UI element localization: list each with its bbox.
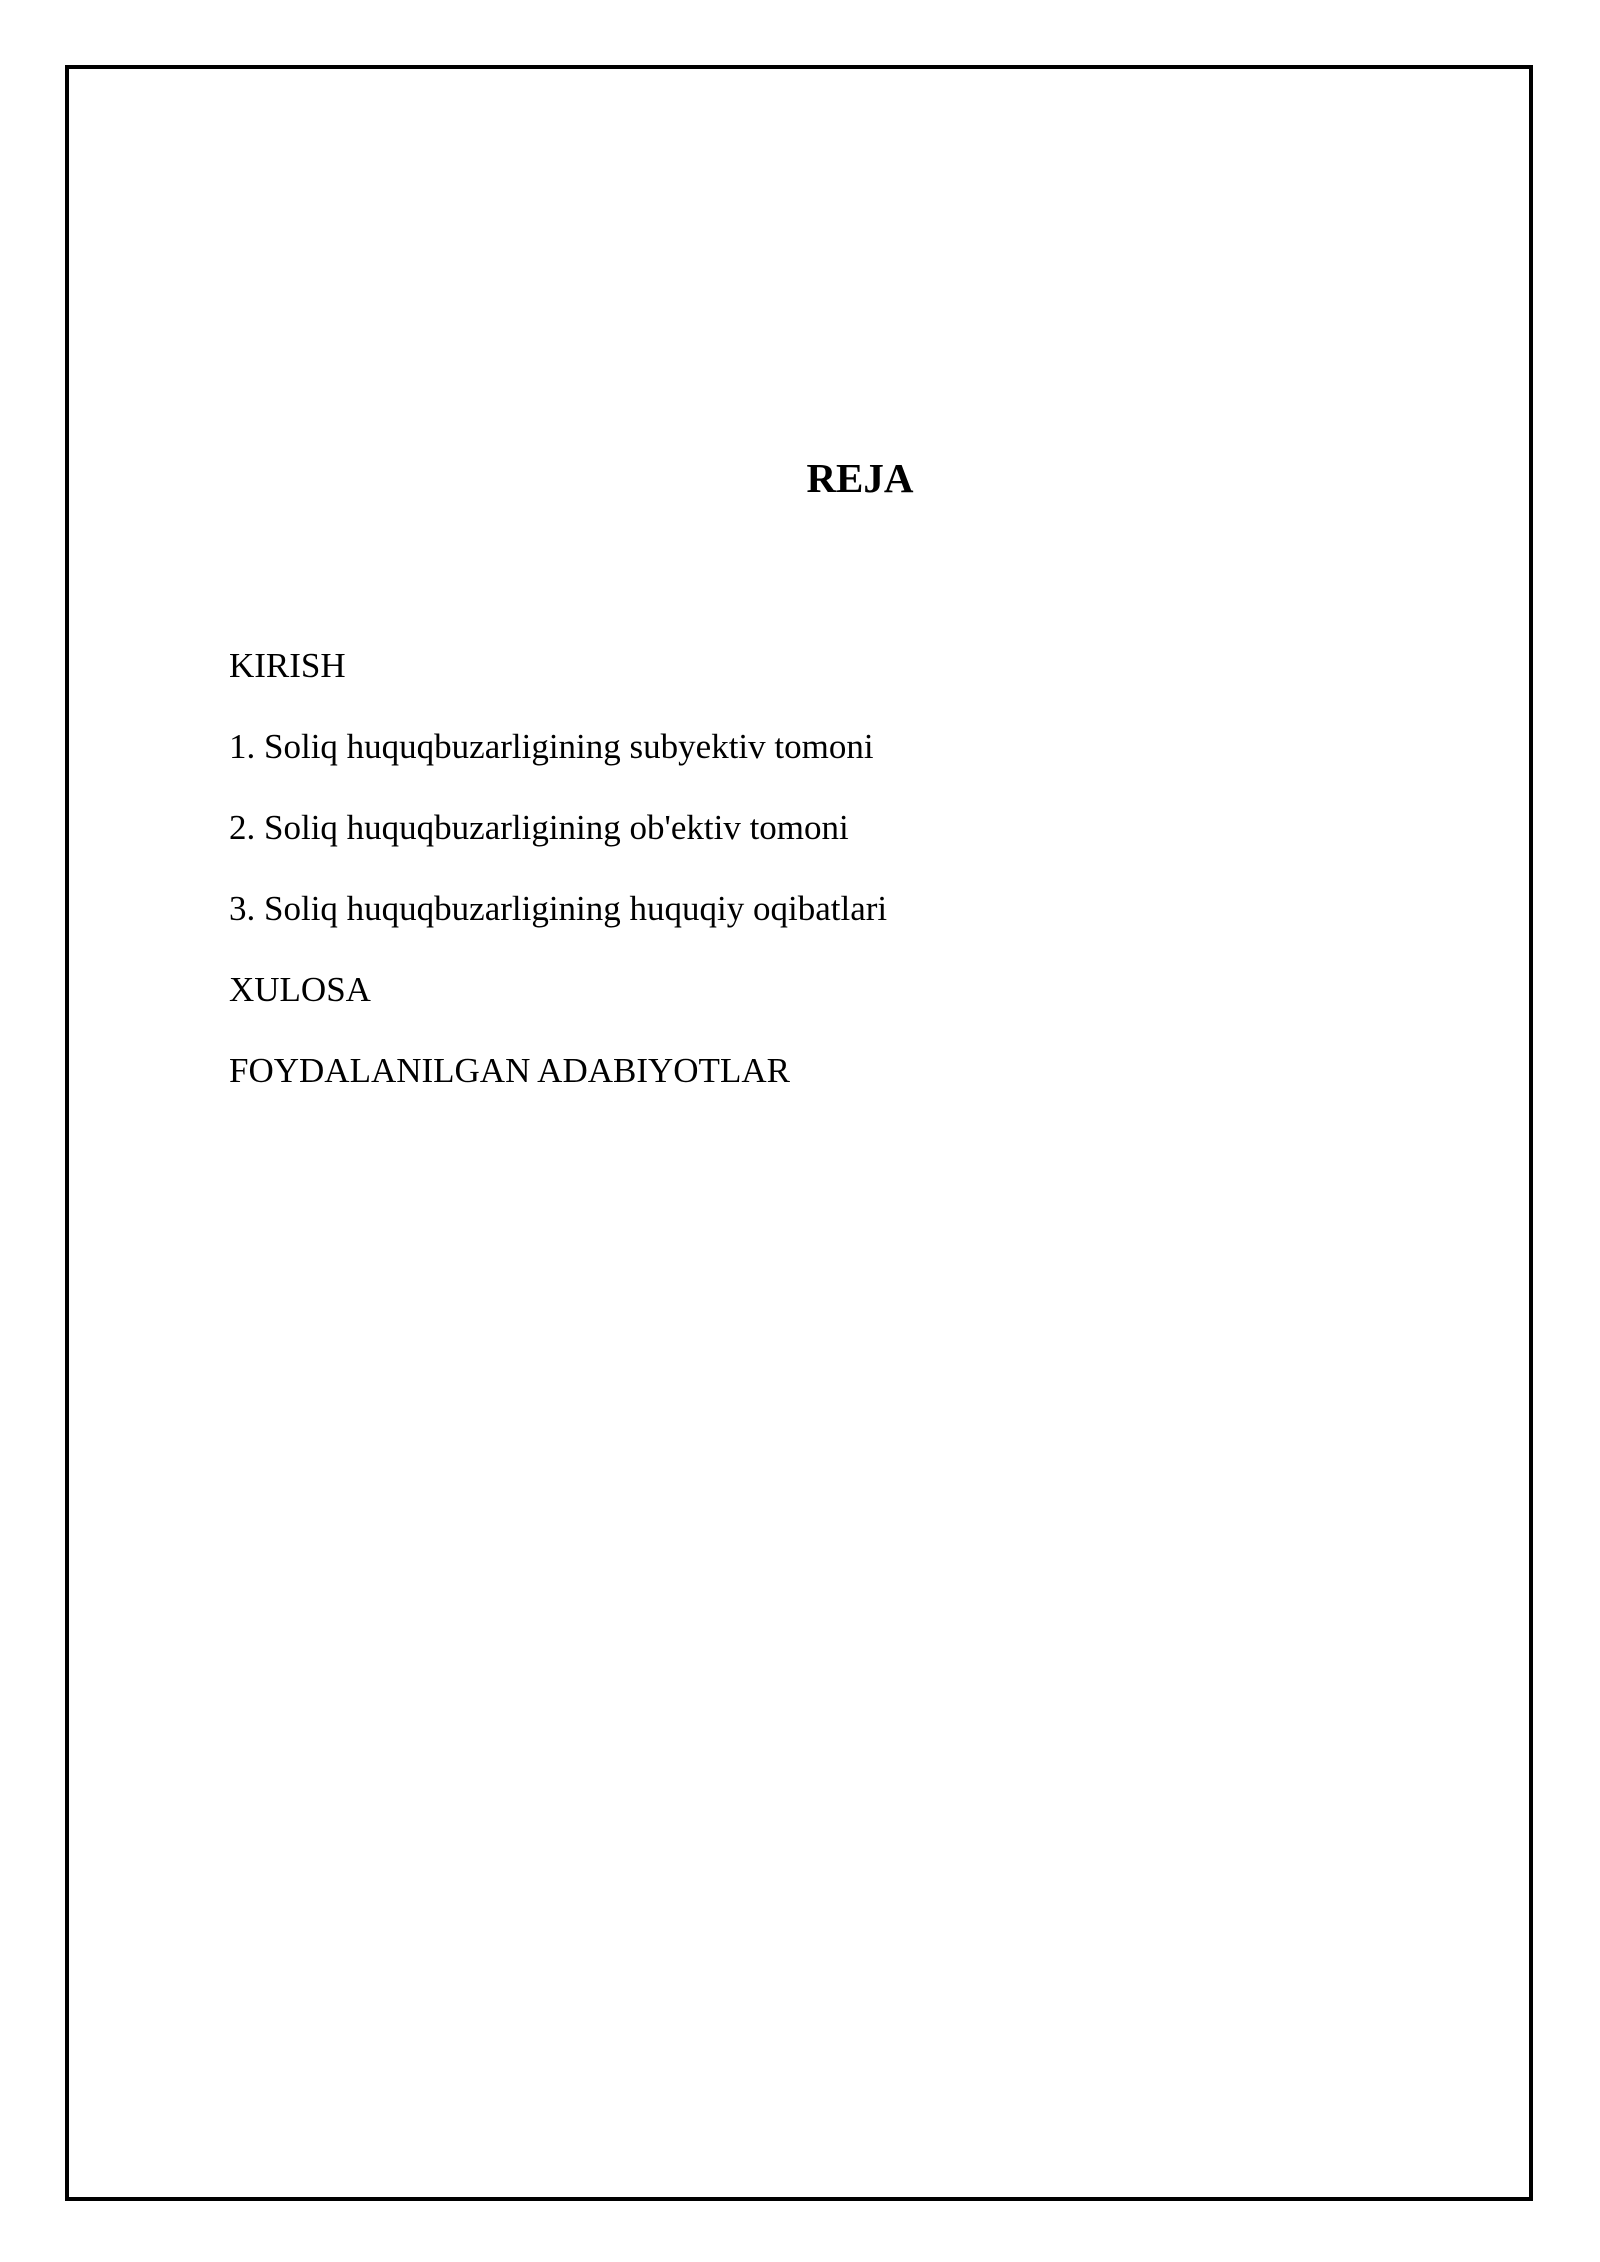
toc-item-section-2: 2. Soliq huquqbuzarligining ob'ektiv tomoni bbox=[229, 808, 849, 847]
toc-item-introduction: KIRISH bbox=[229, 646, 346, 685]
toc-item-references: FOYDALANILGAN ADABIYOTLAR bbox=[229, 1051, 790, 1090]
table-of-contents bbox=[229, 648, 887, 1134]
toc-item-section-1: 1. Soliq huquqbuzarligining subyektiv tomoni bbox=[229, 727, 874, 766]
page-title: REJA bbox=[806, 455, 914, 501]
toc-item-conclusion: XULOSA bbox=[229, 970, 371, 1009]
toc-item-section-3: 3. Soliq huquqbuzarligining huquqiy oqibatlari bbox=[229, 889, 888, 928]
